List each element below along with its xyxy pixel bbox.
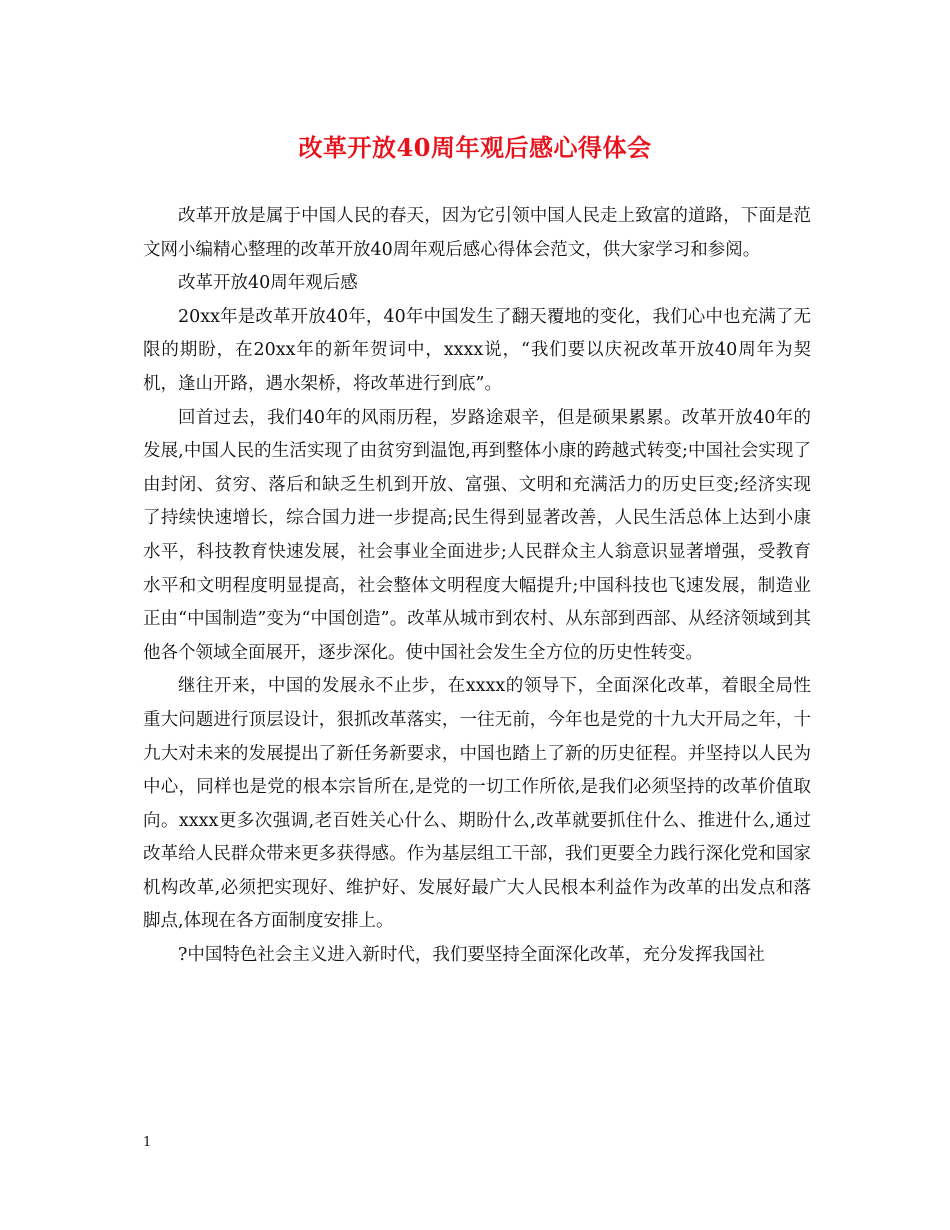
- body-paragraph: 继往开来，中国的发展永不止步，在xxxx的领导下，全面深化改革，着眼全局性重大问题进行顶层设计，狠抓改革落实，一往无前，今年也是党的十九大开局之年，十九大对未来的发展提出了新任务新要求，中国也踏上了新的历史征程。并坚持以人民为中心，同样也是党的根本宗旨所在,是党的一切工作所依,是我们必须坚持的改革价值取向。xxxx更多次强调,老百姓关心什么、期盼什么,改革就要抓住什么、推进什么,通过改革给人民群众带来更多获得感。作为基层组工干部，我们更要全力践行深化党和国家机构改革,必须把实现好、维护好、发展好最广大人民根本利益作为改革的出发点和落脚点,体现在各方面制度安排上。: [143, 676, 811, 932]
- body-paragraph: ?中国特色社会主义进入新时代，我们要坚持全面深化改革，充分发挥我国社: [178, 945, 765, 966]
- page-number: 1: [143, 1135, 152, 1150]
- document-body: [143, 200, 811, 973]
- body-paragraph: 回首过去，我们40年的风雨历程，岁路途艰辛，但是硕果累累。改革开放40年的发展,中国人民的生活实现了由贫穷到温饱,再到整体小康的跨越式转变;中国社会实现了由封闭、贫穷、落后和缺乏生机到开放、富强、文明和充满活力的历史巨变;经济实现了持续快速增长，综合国力进一步提高;民生得到显著改善，人民生活总体上达到小康水平，科技教育快速发展，社会事业全面进步;人民群众主人翁意识显著增强，受教育水平和文明程度明显提高，社会整体文明程度大幅提升;中国科技也飞速发展，制造业正由“中国制造”变为“中国创造”。改革从城市到农村、从东部到西部、从经济领域到其他各个领域全面展开，逐步深化。使中国社会发生全方位的历史性转变。: [143, 407, 811, 663]
- document-title: 改革开放40周年观后感心得体会: [298, 133, 652, 162]
- section-heading: 改革开放40周年观后感: [178, 273, 358, 294]
- body-paragraph: 20xx年是改革开放40年，40年中国发生了翻天覆地的变化，我们心中也充满了无限的期盼，在20xx年的新年贺词中，xxxx说，“我们要以庆祝改革开放40周年为契机，逢山开路，遇水架桥，将改革进行到底”。: [143, 306, 811, 394]
- intro-paragraph: 改革开放是属于中国人民的春天，因为它引领中国人民走上致富的道路，下面是范文网小编精心整理的改革开放40周年观后感心得体会范文，供大家学习和参阅。: [143, 206, 811, 260]
